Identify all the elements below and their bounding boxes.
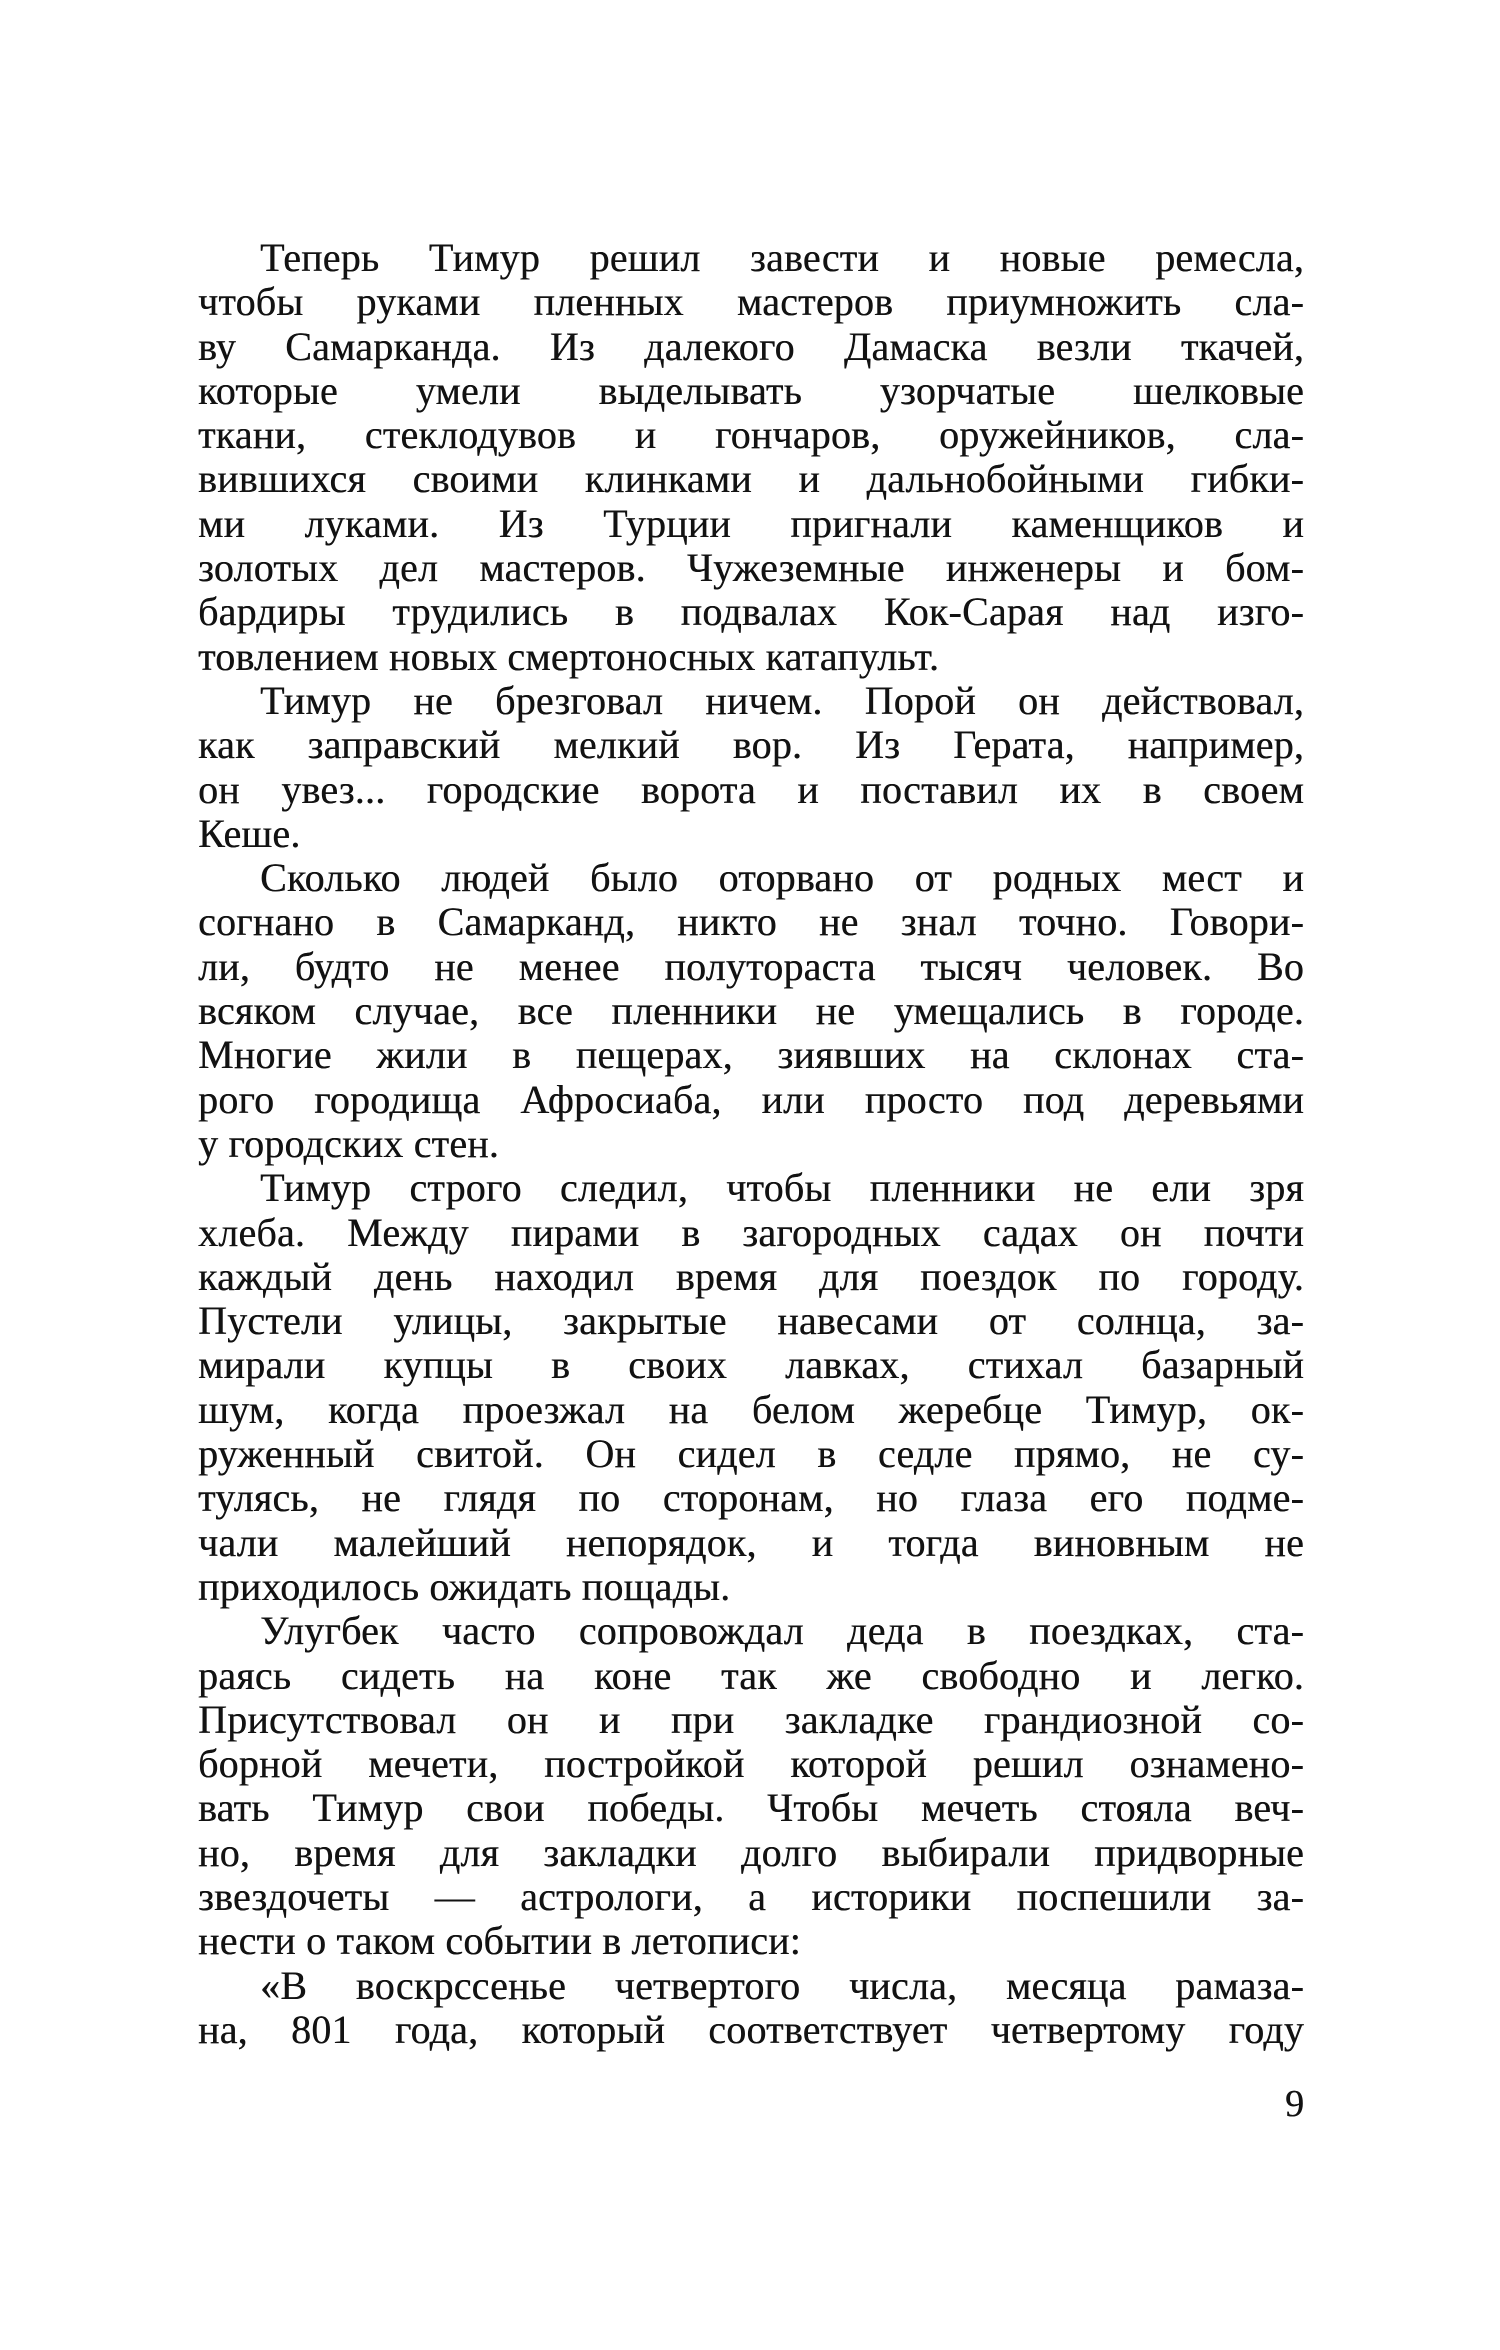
text-line: чтобы руками пленных мастеров приумножить сла- xyxy=(198,279,1304,325)
text-line: бардиры трудились в подвалах Кок-Сарая над изго- xyxy=(198,589,1304,635)
body-text xyxy=(198,236,1304,2052)
text-line: ткани, стеклодувов и гончаров, оружейников, сла- xyxy=(198,412,1304,458)
text-line: Тимур строго следил, чтобы пленники не ели зря xyxy=(260,1165,1304,1211)
text-line: приходилось ожидать пощады. xyxy=(198,1563,731,1609)
text-line: чали малейший непорядок, и тогда виновным не xyxy=(198,1519,1304,1565)
text-line: руженный свитой. Он сидел в седле прямо, не су- xyxy=(198,1431,1304,1477)
text-line: каждый день находил время для поездок по городу. xyxy=(198,1253,1304,1299)
text-line: нести о таком событии в летописи: xyxy=(198,1918,801,1964)
text-line: которые умели выделывать узорчатые шелковые xyxy=(198,367,1304,413)
text-line: Теперь Тимур решил завести и новые ремесла, xyxy=(260,235,1304,280)
text-line: золотых дел мастеров. Чужеземные инженеры и бом- xyxy=(198,545,1304,591)
text-line: борной мечети, постройкой которой решил ознамено- xyxy=(198,1741,1304,1787)
text-line: Пустели улицы, закрытые навесами от солнца, за- xyxy=(198,1298,1304,1344)
text-line: Тимур не брезговал ничем. Порой он действовал, xyxy=(260,677,1304,723)
text-line: шум, когда проезжал на белом жеребце Тимур, ок- xyxy=(198,1386,1304,1432)
text-line: но, время для закладки долго выбирали придворные xyxy=(198,1829,1304,1875)
text-line: Кеше. xyxy=(198,810,301,856)
text-line: согнано в Самарканд, никто не знал точно. Говори- xyxy=(198,899,1304,945)
text-line: тулясь, не глядя по сторонам, но глаза его подме- xyxy=(198,1475,1304,1521)
text-line: ву Самарканда. Из далекого Дамаска везли ткачей, xyxy=(198,323,1304,369)
text-line: ли, будто не менее полутораста тысяч человек. Во xyxy=(198,943,1304,989)
text-line: товлением новых смертоносных катапульт. xyxy=(198,633,940,679)
text-line: «В воскрссенье четвертого числа, месяца рамаза- xyxy=(260,1962,1304,2008)
text-line: вать Тимур свои победы. Чтобы мечеть стояла веч- xyxy=(198,1785,1304,1831)
page-number: 9 xyxy=(1285,2083,1304,2125)
text-line: ми луками. Из Турции пригнали каменщиков и xyxy=(198,500,1304,546)
text-line: рого городища Афросиаба, или просто под деревьями xyxy=(198,1076,1304,1122)
text-line: как заправский мелкий вор. Из Герата, например, xyxy=(198,722,1304,768)
text-line: звездочеты — астрологи, а историки поспешили за- xyxy=(198,1873,1304,1919)
text-line: вившихся своими клинками и дальнобойными гибки- xyxy=(198,456,1304,502)
text-line: у городских стен. xyxy=(198,1120,499,1166)
text-line: раясь сидеть на коне так же свободно и легко. xyxy=(198,1652,1304,1698)
text-line: Сколько людей было оторвано от родных мест и xyxy=(260,855,1304,901)
text-line: на, 801 года, который соответствует четвертому году xyxy=(198,2006,1304,2052)
text-line: всяком случае, все пленники не умещались в городе. xyxy=(198,988,1304,1034)
text-line: хлеба. Между пирами в загородных садах он почти xyxy=(198,1209,1304,1255)
text-line: Многие жили в пещерах, зиявших на склонах ста- xyxy=(198,1032,1304,1078)
text-line: мирали купцы в своих лавках, стихал базарный xyxy=(198,1342,1304,1388)
text-line: Присутствовал он и при закладке грандиозной со- xyxy=(198,1696,1304,1742)
text-line: он увез... городские ворота и поставил их в своем xyxy=(198,766,1304,812)
text-line: Улугбек часто сопровождал деда в поездках, ста- xyxy=(260,1608,1304,1654)
